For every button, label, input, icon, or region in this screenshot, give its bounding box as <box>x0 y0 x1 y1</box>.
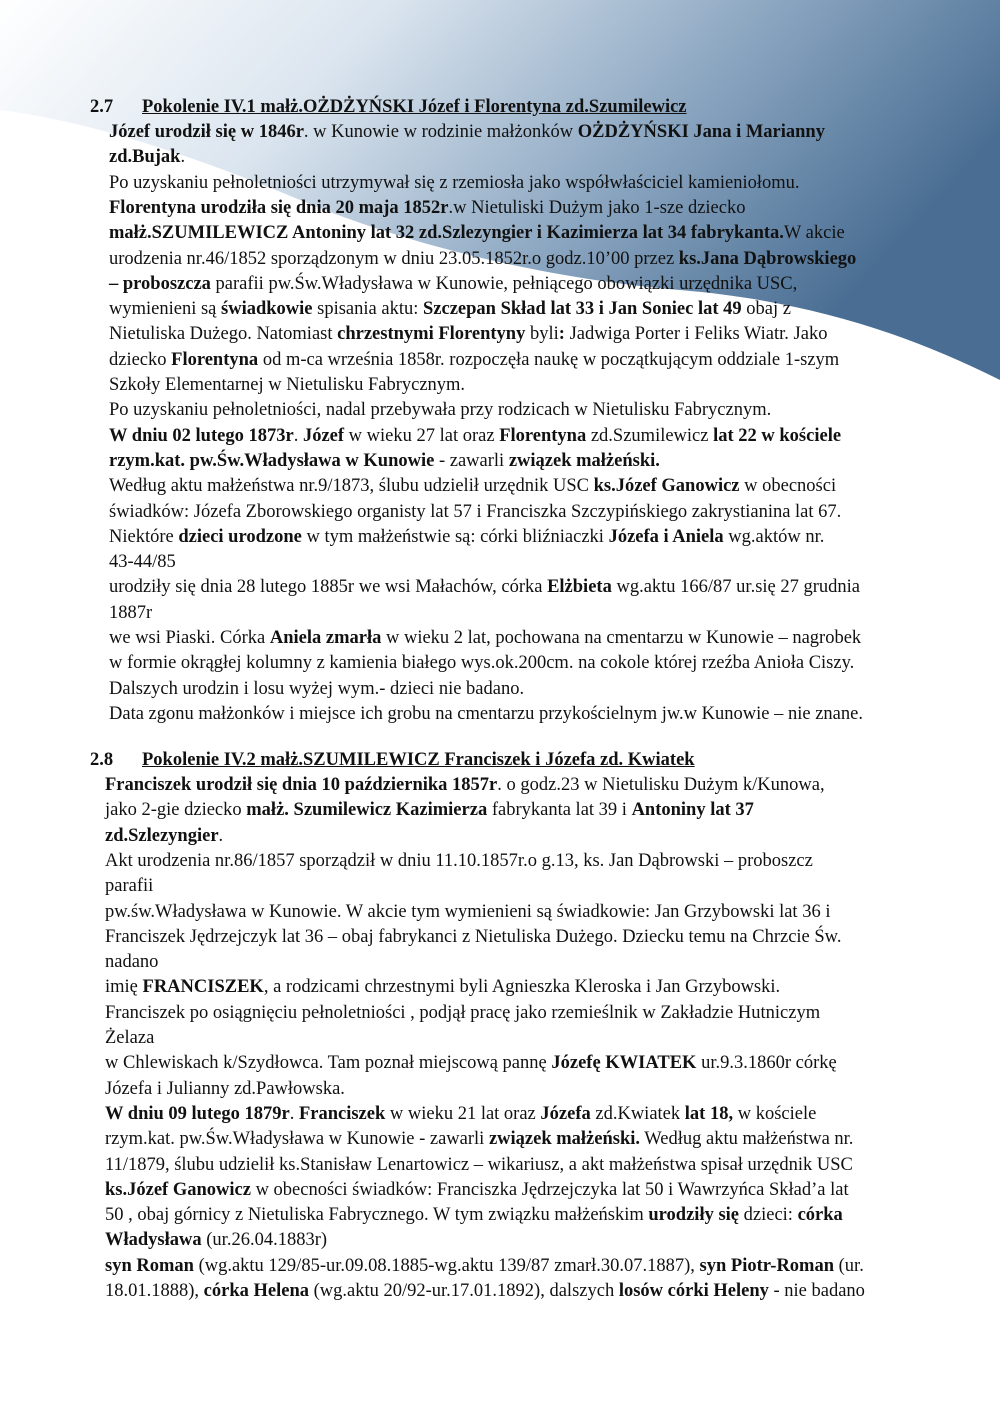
section-2-7-line <box>109 500 841 524</box>
section-2-8-line <box>105 1178 849 1202</box>
text: Akt urodzenia nr.86/1857 sporządził w dniu 11.10.1857r.o g.13, ks. Jan Dąbrowski – proboszcz <box>105 850 813 871</box>
bold-text: lat 22 w kościele <box>713 425 842 446</box>
text: Szkoły Elementarnej w Nietulisku Fabrycznym. <box>109 375 466 395</box>
section-2-7-line <box>109 171 800 195</box>
text: urodzenia nr.46/1852 sporządzonym w dniu 23.05.1852r.o godz.10’00 przez <box>109 248 679 269</box>
text: w obecności świadków: Franciszka Jędrzejczyka lat 50 i Wawrzyńca Skład’a lat <box>250 1179 849 1200</box>
section-2-8-line <box>105 1077 345 1101</box>
text: 50 , obaj górnicy z Nietuliska Fabrycznego. W tym związku małżeńskim <box>105 1205 649 1226</box>
text: w formie okrągłej kolumny z kamienia białego wys.ok.200cm. na cokole której rzeźba Anioła Ciszy. <box>109 653 855 674</box>
text: urodziły się dnia 28 lutego 1885r we wsi Małachów, córka <box>109 577 548 598</box>
section-2-7-line <box>109 424 841 448</box>
section-2-7-line <box>109 221 845 245</box>
section-2-8-line <box>105 1153 853 1177</box>
section-2-7-line <box>109 626 861 650</box>
section-2-8-line <box>105 925 841 949</box>
text: Franciszek Jędrzejczyk lat 36 – obaj fabrykanci z Nietuliska Dużego. Dziecku temu na Chrzcie Św. <box>105 926 842 947</box>
bold-text: Aniela zmarła <box>269 628 382 648</box>
text: Żelaza <box>105 1028 155 1048</box>
section-2-8-line <box>105 950 158 974</box>
text: . o godz.23 w Nietulisku Dużym k/Kunowa, <box>497 775 825 795</box>
section-2-7-line <box>109 525 824 549</box>
section-2-8-line <box>105 1279 865 1303</box>
text: w obecności <box>739 476 837 497</box>
text: Nietuliska Dużego. Natomiast <box>109 324 338 345</box>
text: dzieci: <box>739 1205 798 1226</box>
text: W akcie <box>783 223 845 244</box>
section-2-7-line <box>109 322 827 346</box>
bold-text: związek małżeński. <box>508 450 660 471</box>
text: (wg.aktu 20/92-ur.17.01.1892), dalszych <box>309 1281 619 1301</box>
section-2-7-line <box>109 398 771 422</box>
bold-text: Józef urodził się w 1846r <box>109 122 304 142</box>
text: w kościele <box>733 1103 817 1124</box>
section-2-8-line <box>105 824 223 848</box>
text: ur.9.3.1860r córkę <box>696 1053 837 1074</box>
text: w wieku 2 lat, pochowana na cmentarzu w Kunowie – nagrobek <box>381 628 862 648</box>
text: . w Kunowie w rodzinie małżonków <box>303 122 578 142</box>
bold-text: rzym.kat. pw.Św.Władysława w Kunowie <box>109 450 435 471</box>
text: . <box>218 825 224 846</box>
bold-text: : <box>558 324 565 345</box>
text: byli <box>525 324 559 345</box>
section-2-7-line <box>109 474 836 498</box>
text: zd.Szumilewicz <box>586 425 714 446</box>
bold-text: urodziły się <box>648 1205 740 1226</box>
text: . <box>289 1103 299 1124</box>
bold-text: córka Helena <box>203 1281 309 1301</box>
section-2-7-line <box>109 297 791 321</box>
text: Według aktu małżeństwa nr. <box>640 1129 854 1150</box>
text: nadano <box>105 952 159 973</box>
text: (ur.26.04.1883r) <box>201 1230 328 1251</box>
section-2-7-line <box>109 145 185 169</box>
section-2-8-line <box>105 874 153 898</box>
bold-text: zd.Szlezyngier <box>105 825 219 846</box>
text: rzym.kat. pw.Św.Władysława w Kunowie - zawarli <box>105 1129 489 1150</box>
text: Józefa i Julianny zd.Pawłowska. <box>105 1078 345 1099</box>
bold-text: W dniu 02 lutego 1873r <box>109 425 294 446</box>
text: imię <box>105 977 143 998</box>
section-2-7-line <box>109 247 856 271</box>
section-number: 2.7 <box>90 97 114 117</box>
bold-text: Władysława <box>105 1230 202 1251</box>
section-2-8-heading <box>90 748 695 772</box>
section-number: 2.8 <box>90 750 114 770</box>
bold-text: ks.Józef Ganowicz <box>593 476 740 497</box>
section-title: Pokolenie IV.1 małż.OŻDŻYŃSKI Józef i Florentyna zd.Szumilewicz <box>142 97 687 117</box>
section-2-7-line <box>109 449 660 473</box>
section-2-8-line <box>105 900 830 924</box>
text: 11/1879, ślubu udzielił ks.Stanisław Lenartowicz – wikariusz, a akt małżeństwa spisał urzędnik USC <box>105 1154 853 1175</box>
text: w wieku 27 lat oraz <box>344 425 500 446</box>
text: dziecko <box>109 349 172 370</box>
bold-text: związek małżeński. <box>488 1129 640 1150</box>
text: w tym małżeństwie są: córki bliźniaczki <box>301 526 609 547</box>
bold-text: Florentyna <box>171 349 259 370</box>
section-2-7-line <box>109 373 465 397</box>
text: od m-ca września 1858r. rozpoczęła naukę w początkującym oddziale 1-szym <box>258 349 840 370</box>
text: Jadwiga Porter i Feliks Wiatr. Jako <box>564 324 828 345</box>
text: fabrykanta lat 39 i <box>487 800 632 821</box>
bold-text: córka <box>797 1205 843 1226</box>
section-2-7-line <box>109 196 745 220</box>
bold-text: Józefa i Aniela <box>608 526 724 547</box>
section-2-7-line <box>109 651 854 675</box>
section-2-7-heading <box>90 95 687 119</box>
section-2-8-line <box>105 1026 154 1050</box>
bold-text: FRANCISZEK <box>142 977 264 998</box>
text: w wieku 21 lat oraz <box>385 1103 541 1124</box>
text: . <box>293 425 303 446</box>
text: Po uzyskaniu pełnoletniości utrzymywał się z rzemiosła jako współwłaściciel kamieniołomu. <box>109 172 800 193</box>
text: zd.Kwiatek <box>590 1103 685 1124</box>
section-2-7-line <box>109 575 860 599</box>
bold-text: ks.Jana Dąbrowskiego <box>678 248 857 269</box>
section-2-7-line <box>109 550 176 574</box>
bold-text: Józefę KWIATEK <box>551 1053 697 1074</box>
bold-text: syn Piotr-Roman <box>699 1255 835 1276</box>
text: - nie badano <box>768 1281 865 1301</box>
bold-text: dzieci urodzone <box>178 526 302 547</box>
section-2-8-line <box>105 1001 820 1025</box>
text: 1887r <box>109 602 153 623</box>
bold-text: zd.Bujak <box>109 147 181 168</box>
bold-text: świadkowie <box>221 299 313 320</box>
text: Po uzyskaniu pełnoletniości, nadal przebywała przy rodzicach w Nietulisku Fabrycznym. <box>109 400 772 421</box>
section-2-7-line <box>109 702 863 726</box>
bold-text: Józefa <box>540 1103 591 1124</box>
bold-text: Józef <box>302 425 345 446</box>
section-2-8-line <box>105 1127 853 1151</box>
text: (wg.aktu 129/85-ur.09.08.1885-wg.aktu 139/87 zmarł.30.07.1887), <box>193 1255 700 1276</box>
text: świadków: Józefa Zborowskiego organisty lat 57 i Franciszka Szczypińskiego zakrystianina lat 67. <box>109 501 842 522</box>
bold-text: OŻDŻYŃSKI Jana i Marianny <box>577 122 825 142</box>
bold-text: Florentyna <box>499 425 587 446</box>
text: Franciszek po osiągnięciu pełnoletniości , podjął pracę jako rzemieślnik w Zakładzie Hutniczym <box>105 1002 821 1023</box>
section-2-8-line <box>105 1254 864 1278</box>
bold-text: chrzestnymi Florentyny <box>337 324 526 345</box>
section-title: Pokolenie IV.2 małż.SZUMILEWICZ Franciszek i Józefa zd. Kwiatek <box>142 750 695 770</box>
text: Dalszych urodzin i losu wyżej wym.- dzieci nie badano. <box>109 678 525 699</box>
section-2-8-line <box>105 798 754 822</box>
section-2-7-line <box>109 601 152 625</box>
text: - zawarli <box>434 450 509 471</box>
section-2-8-line <box>105 1228 327 1252</box>
text: pw.św.Władysława w Kunowie. W akcie tym wymienieni są świadkowie: Jan Grzybowski lat 36 i <box>105 901 831 922</box>
section-2-8-line <box>105 1102 816 1126</box>
section-2-8-line <box>105 849 813 873</box>
text: Data zgonu małżonków i miejsce ich grobu na cmentarzu przykościelnym jw.w Kunowie – nie znane. <box>109 703 863 724</box>
text: wg.aktów nr. <box>723 526 825 547</box>
text: parafii <box>105 876 154 897</box>
section-2-7-line <box>109 120 825 144</box>
text: .w Nietuliski Dużym jako 1-sze dziecko <box>448 197 746 218</box>
text: 43-44/85 <box>109 552 176 573</box>
bold-text: Franciszek <box>298 1103 386 1124</box>
bold-text: – proboszcza <box>109 273 211 294</box>
text: wg.aktu 166/87 ur.się 27 grudnia <box>611 577 861 598</box>
text: , a rodzicami chrzestnymi byli Agnieszka Kleroska i Jan Grzybowski. <box>263 977 781 998</box>
bold-text: ks.Józef Ganowicz <box>105 1179 251 1200</box>
bold-text: Antoniny lat 37 <box>631 800 754 821</box>
bold-text: Florentyna urodziła się dnia 20 maja 1852r <box>109 197 449 218</box>
bold-text: syn Roman <box>105 1255 194 1276</box>
bold-text: W dniu 09 lutego 1879r <box>105 1103 290 1124</box>
text: obaj z <box>741 299 791 320</box>
bold-text: małż. Szumilewicz Kazimierza <box>246 800 488 821</box>
bold-text: Franciszek urodził się dnia 10 października 1857r <box>105 775 498 795</box>
section-2-8-line <box>105 975 780 999</box>
section-2-8-line <box>105 773 825 797</box>
section-2-8-line <box>105 1051 837 1075</box>
text: (ur. <box>834 1255 864 1276</box>
text: parafii pw.Św.Władysława w Kunowie, pełniącego obowiązki urzędnika USC, <box>210 273 798 294</box>
section-2-8-line <box>105 1203 843 1227</box>
text: spisania aktu: <box>312 299 423 320</box>
bold-text: losów córki Heleny <box>618 1281 769 1301</box>
text: Według aktu małżeństwa nr.9/1873, ślubu udzielił urzędnik USC <box>109 476 594 497</box>
text: w Chlewiskach k/Szydłowca. Tam poznał miejscową pannę <box>105 1053 552 1074</box>
text: 18.01.1888), <box>105 1281 204 1301</box>
section-2-7-line <box>109 677 524 701</box>
bold-text: lat 18, <box>684 1103 734 1124</box>
text: wymienieni są <box>109 299 222 320</box>
section-2-7-line <box>109 272 797 296</box>
text: jako 2-gie dziecko <box>105 800 247 821</box>
text: we wsi Piaski. Córka <box>109 628 270 648</box>
bold-text: Elżbieta <box>547 577 612 598</box>
text: Niektóre <box>109 526 179 547</box>
section-2-7-line <box>109 348 839 372</box>
bold-text: małż.SZUMILEWICZ Antoniny lat 32 zd.Szlezyngier i Kazimierza lat 34 fabrykanta. <box>109 223 784 244</box>
text: . <box>180 147 186 168</box>
bold-text: Szczepan Skład lat 33 i Jan Soniec lat 49 <box>422 299 742 320</box>
